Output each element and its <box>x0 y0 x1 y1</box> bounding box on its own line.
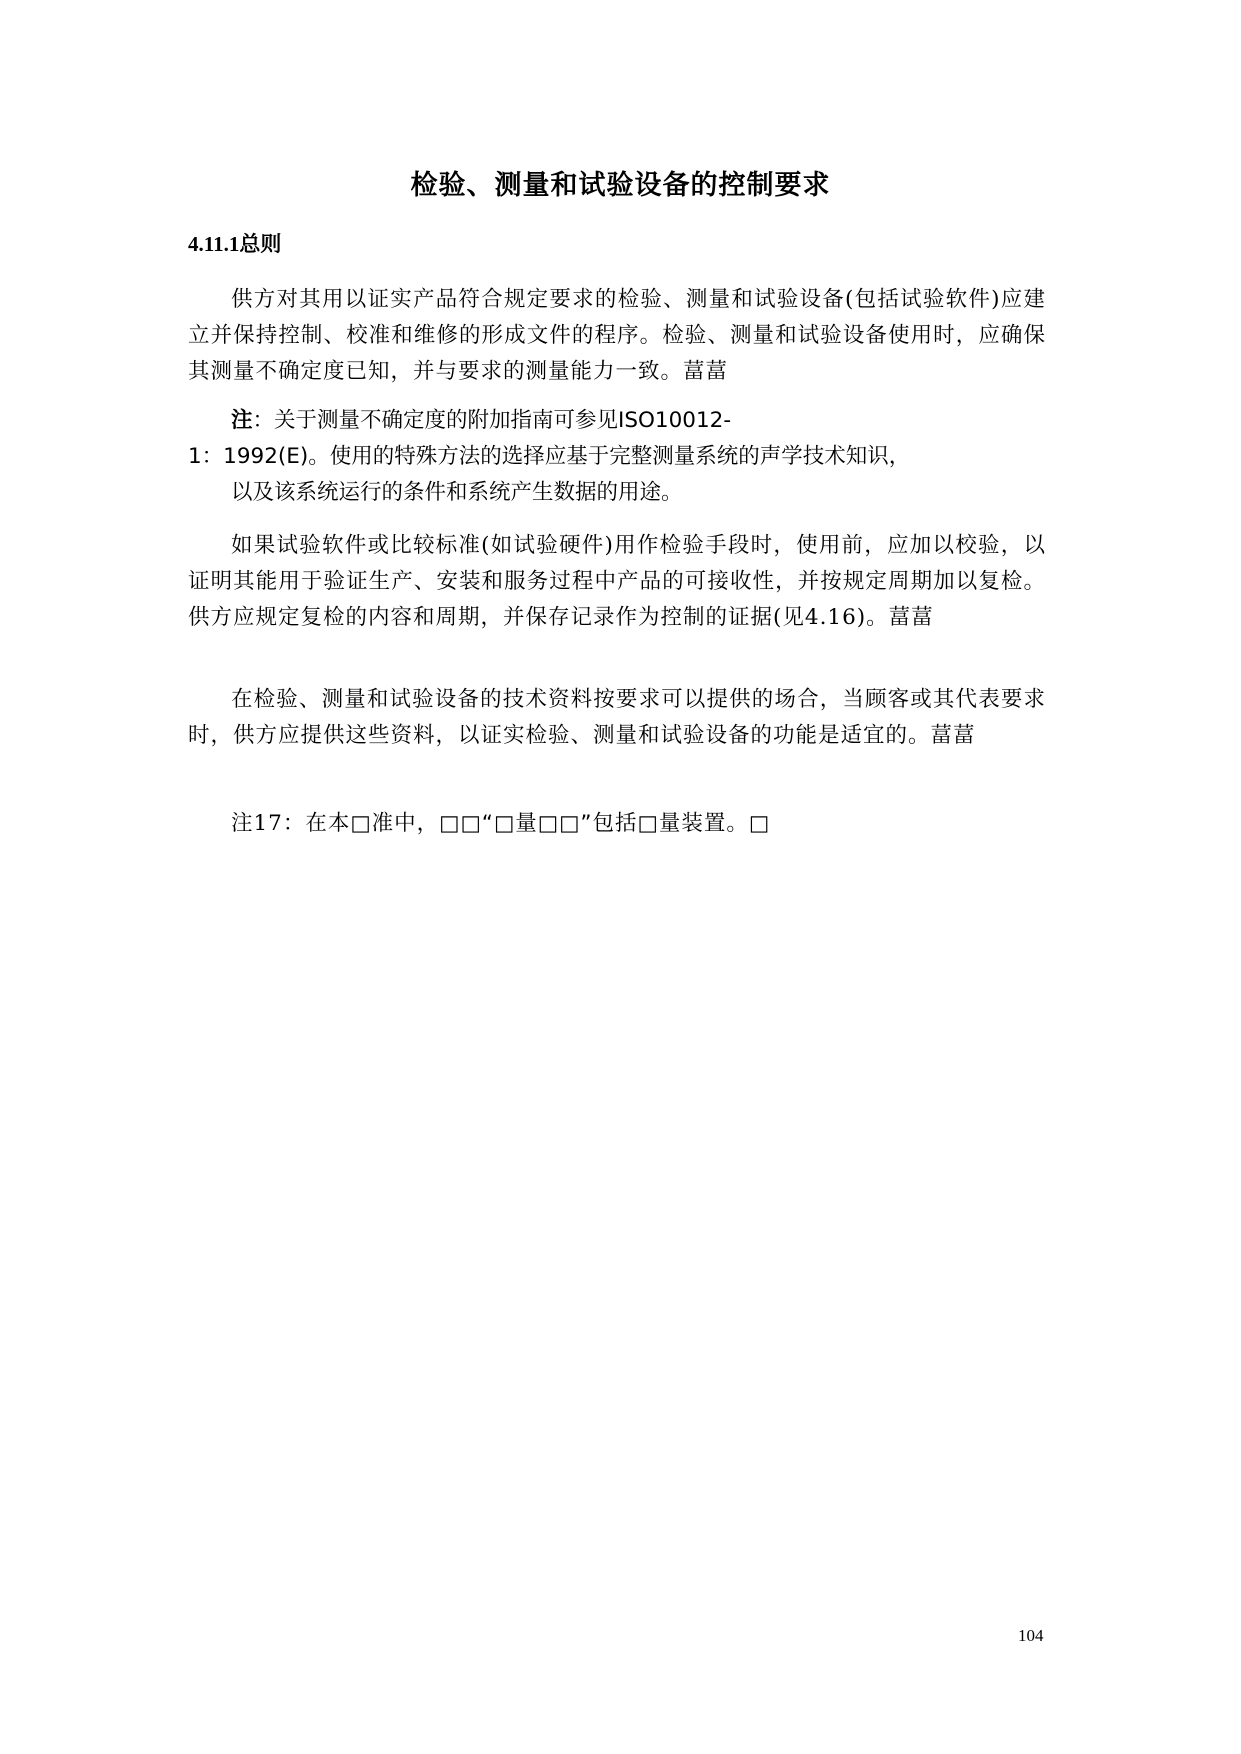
paragraph-technical-data: 在检验、测量和试验设备的技术资料按要求可以提供的场合，当顾客或其代表要求时，供方应提供这些资料，以证实检验、测量和试验设备的功能是适宜的。葍葍 <box>188 687 1046 748</box>
note-line-2: 1：1992(E)。使用的特殊方法的选择应基于完整测量系统的声学技术知识， <box>188 444 911 469</box>
paragraph-general-requirements: 供方对其用以证实产品符合规定要求的检验、测量和试验设备(包括试验软件)应建立并保持控制、校准和维修的形成文件的程序。检验、测量和试验设备使用时，应确保其测量不确定度已知，并与要求的测量能力一致。葍葍 <box>188 287 1046 384</box>
note-line-3: 以及该系统运行的条件和系统产生数据的用途。 <box>231 480 683 505</box>
paragraph-test-software: 如果试验软件或比较标准(如试验硬件)用作检验手段时，使用前，应加以校验，以证明其能用于验证生产、安装和服务过程中产品的可接收性，并按规定周期加以复检。供方应规定复检的内容和周期，并保存记录作为控制的证据(见4.16)。葍葍 <box>188 533 1046 630</box>
note-block <box>188 403 1046 511</box>
note-17-text: 在本□准中，□□“□量□□”包括□量装置。□ <box>305 811 771 836</box>
page-number: 104 <box>1018 1626 1044 1645</box>
note-label: 注 <box>231 408 253 433</box>
note-line-1 <box>231 403 1046 439</box>
page-title: 检验、测量和试验设备的控制要求 <box>410 170 831 201</box>
section-heading: 4.11.1总则 <box>188 232 282 256</box>
note-17 <box>231 806 770 842</box>
note-line-1-text: ：关于测量不确定度的附加指南可参见ISO10012- <box>252 408 732 433</box>
note-17-label: 注17： <box>231 811 306 836</box>
